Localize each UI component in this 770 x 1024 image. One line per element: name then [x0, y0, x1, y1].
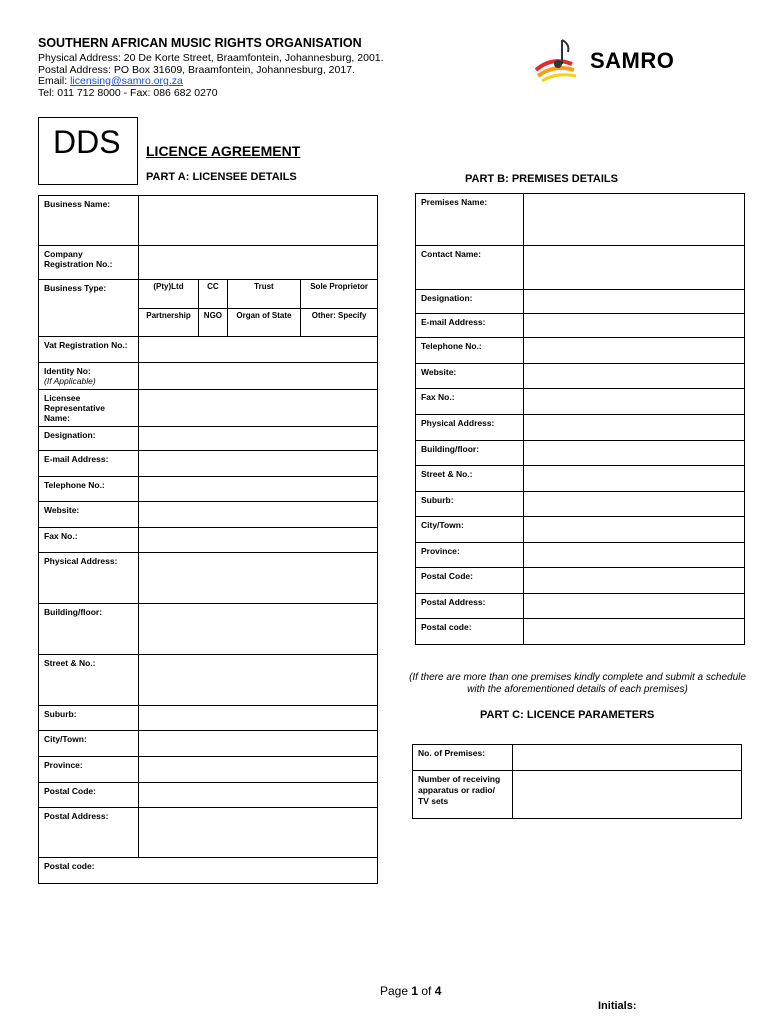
building-field[interactable]: [523, 441, 744, 466]
province-label: Province:: [39, 757, 139, 783]
type-option[interactable]: Partnership: [139, 308, 199, 336]
telephone-field[interactable]: [523, 338, 744, 364]
tel-fax: Tel: 011 712 8000 - Fax: 086 682 0270: [38, 86, 218, 99]
licensee-table: [38, 195, 378, 884]
page-total: 4: [434, 984, 442, 998]
postal-address-label: Postal Address:: [39, 808, 139, 858]
physical-address-field[interactable]: [523, 415, 744, 441]
receiving-apparatus-label: Number of receiving apparatus or radio/ TV sets: [413, 771, 513, 819]
physical-address-label: Physical Address:: [39, 553, 139, 604]
city-label: City/Town:: [39, 731, 139, 757]
type-option[interactable]: Sole Proprietor: [301, 280, 377, 308]
part-b-title: PART B: PREMISES DETAILS: [465, 173, 618, 185]
province-field[interactable]: [523, 543, 744, 568]
page-current: 1: [411, 984, 419, 998]
type-option[interactable]: Trust: [227, 280, 301, 308]
type-option[interactable]: Organ of State: [227, 308, 301, 336]
premises-count-label: No. of Premises:: [413, 745, 513, 771]
business-name-field[interactable]: [138, 196, 377, 246]
city-field[interactable]: [523, 517, 744, 543]
premises-note: (If there are more than one premises kindly complete and submit a schedule with the aforementioned details of each premises): [409, 672, 746, 695]
company-reg-label: Company Registration No.:: [39, 246, 139, 280]
suburb-label: Suburb:: [39, 706, 139, 731]
postal-code2-label: Postal code:: [39, 858, 378, 884]
postal-address-label: Postal Address:: [416, 594, 524, 619]
street-label: Street & No.:: [416, 466, 524, 492]
physical-address: Physical Address: 20 De Korte Street, Braamfontein, Johannesburg, 2001.: [38, 52, 384, 64]
postal-code2-field[interactable]: [523, 619, 744, 645]
identity-field[interactable]: [138, 363, 377, 390]
page-title: LICENCE AGREEMENT: [146, 143, 301, 159]
designation-label: Designation:: [39, 427, 139, 451]
designation-field[interactable]: [138, 427, 377, 451]
identity-label: [39, 363, 139, 390]
building-label: Building/floor:: [39, 604, 139, 655]
form-code-box: [38, 117, 138, 185]
company-reg-field[interactable]: [138, 246, 377, 280]
identity-text: Identity No:: [44, 366, 91, 376]
page-number: [380, 984, 441, 998]
website-field[interactable]: [523, 364, 744, 389]
org-name: SOUTHERN AFRICAN MUSIC RIGHTS ORGANISATION: [38, 36, 362, 50]
suburb-field[interactable]: [138, 706, 377, 731]
rep-name-label: Licensee Representative Name:: [39, 390, 139, 427]
street-field[interactable]: [523, 466, 744, 492]
licence-parameters-table: [412, 744, 742, 819]
business-type-label: Business Type:: [39, 280, 139, 337]
business-type-field: [138, 280, 377, 337]
business-name-label: Business Name:: [39, 196, 139, 246]
fax-field[interactable]: [523, 389, 744, 415]
fax-label: Fax No.:: [416, 389, 524, 415]
fax-label: Fax No.:: [39, 528, 139, 553]
website-label: Website:: [416, 364, 524, 389]
identity-note: (If Applicable): [44, 376, 96, 386]
premises-count-field[interactable]: [512, 745, 741, 771]
music-note-icon: [532, 34, 592, 86]
page-prefix: Page: [380, 984, 412, 998]
samro-logo: [532, 34, 707, 86]
physical-address-field[interactable]: [138, 553, 377, 604]
part-c-title: PART C: LICENCE PARAMETERS: [480, 709, 655, 721]
website-label: Website:: [39, 502, 139, 528]
suburb-label: Suburb:: [416, 492, 524, 517]
building-field[interactable]: [138, 604, 377, 655]
telephone-label: Telephone No.:: [39, 477, 139, 502]
suburb-field[interactable]: [523, 492, 744, 517]
email-label: Email:: [38, 75, 71, 87]
postal-code-field[interactable]: [138, 783, 377, 808]
telephone-field[interactable]: [138, 477, 377, 502]
email-label: E-mail Address:: [416, 314, 524, 338]
designation-field[interactable]: [523, 290, 744, 314]
contact-name-field[interactable]: [523, 246, 744, 290]
website-field[interactable]: [138, 502, 377, 528]
city-field[interactable]: [138, 731, 377, 757]
email-field[interactable]: [523, 314, 744, 338]
type-option[interactable]: NGO: [199, 308, 227, 336]
email-field[interactable]: [138, 451, 377, 477]
province-field[interactable]: [138, 757, 377, 783]
page-of: of: [418, 984, 435, 998]
type-option[interactable]: CC: [199, 280, 227, 308]
type-option[interactable]: Other: Specify: [311, 310, 367, 320]
postal-address-field[interactable]: [138, 808, 377, 858]
city-label: City/Town:: [416, 517, 524, 543]
building-label: Building/floor:: [416, 441, 524, 466]
contact-name-label: Contact Name:: [416, 246, 524, 290]
business-type-grid: [139, 280, 377, 336]
vat-label: Vat Registration No.:: [39, 337, 139, 363]
postal-code-label: Postal Code:: [416, 568, 524, 594]
premises-name-label: Premises Name:: [416, 194, 524, 246]
telephone-label: Telephone No.:: [416, 338, 524, 364]
receiving-apparatus-field[interactable]: [512, 771, 741, 819]
initials-label: Initials:: [598, 1000, 637, 1012]
type-option[interactable]: (Pty)Ltd: [139, 280, 199, 308]
email-label: E-mail Address:: [39, 451, 139, 477]
street-field[interactable]: [138, 655, 377, 706]
designation-label: Designation:: [416, 290, 524, 314]
vat-field[interactable]: [138, 337, 377, 363]
postal-code2-label: Postal code:: [416, 619, 524, 645]
postal-code-label: Postal Code:: [39, 783, 139, 808]
fax-field[interactable]: [138, 528, 377, 553]
logo-text: SAMRO: [590, 48, 675, 73]
form-code: DDS: [53, 124, 121, 160]
province-label: Province:: [416, 543, 524, 568]
contact-block: [38, 53, 384, 99]
rep-name-field[interactable]: [138, 390, 377, 427]
email-link[interactable]: licensing@samro.org.za: [70, 75, 183, 87]
street-label: Street & No.:: [39, 655, 139, 706]
part-a-title: PART A: LICENSEE DETAILS: [146, 171, 297, 183]
postal-address: Postal Address: PO Box 31609, Braamfontein, Johannesburg, 2017.: [38, 63, 355, 76]
email-line: [38, 76, 384, 88]
premises-name-field[interactable]: [523, 194, 744, 246]
premises-table: [415, 193, 745, 645]
postal-address-field[interactable]: [523, 594, 744, 619]
postal-code-field[interactable]: [523, 568, 744, 594]
physical-address-label: Physical Address:: [416, 415, 524, 441]
